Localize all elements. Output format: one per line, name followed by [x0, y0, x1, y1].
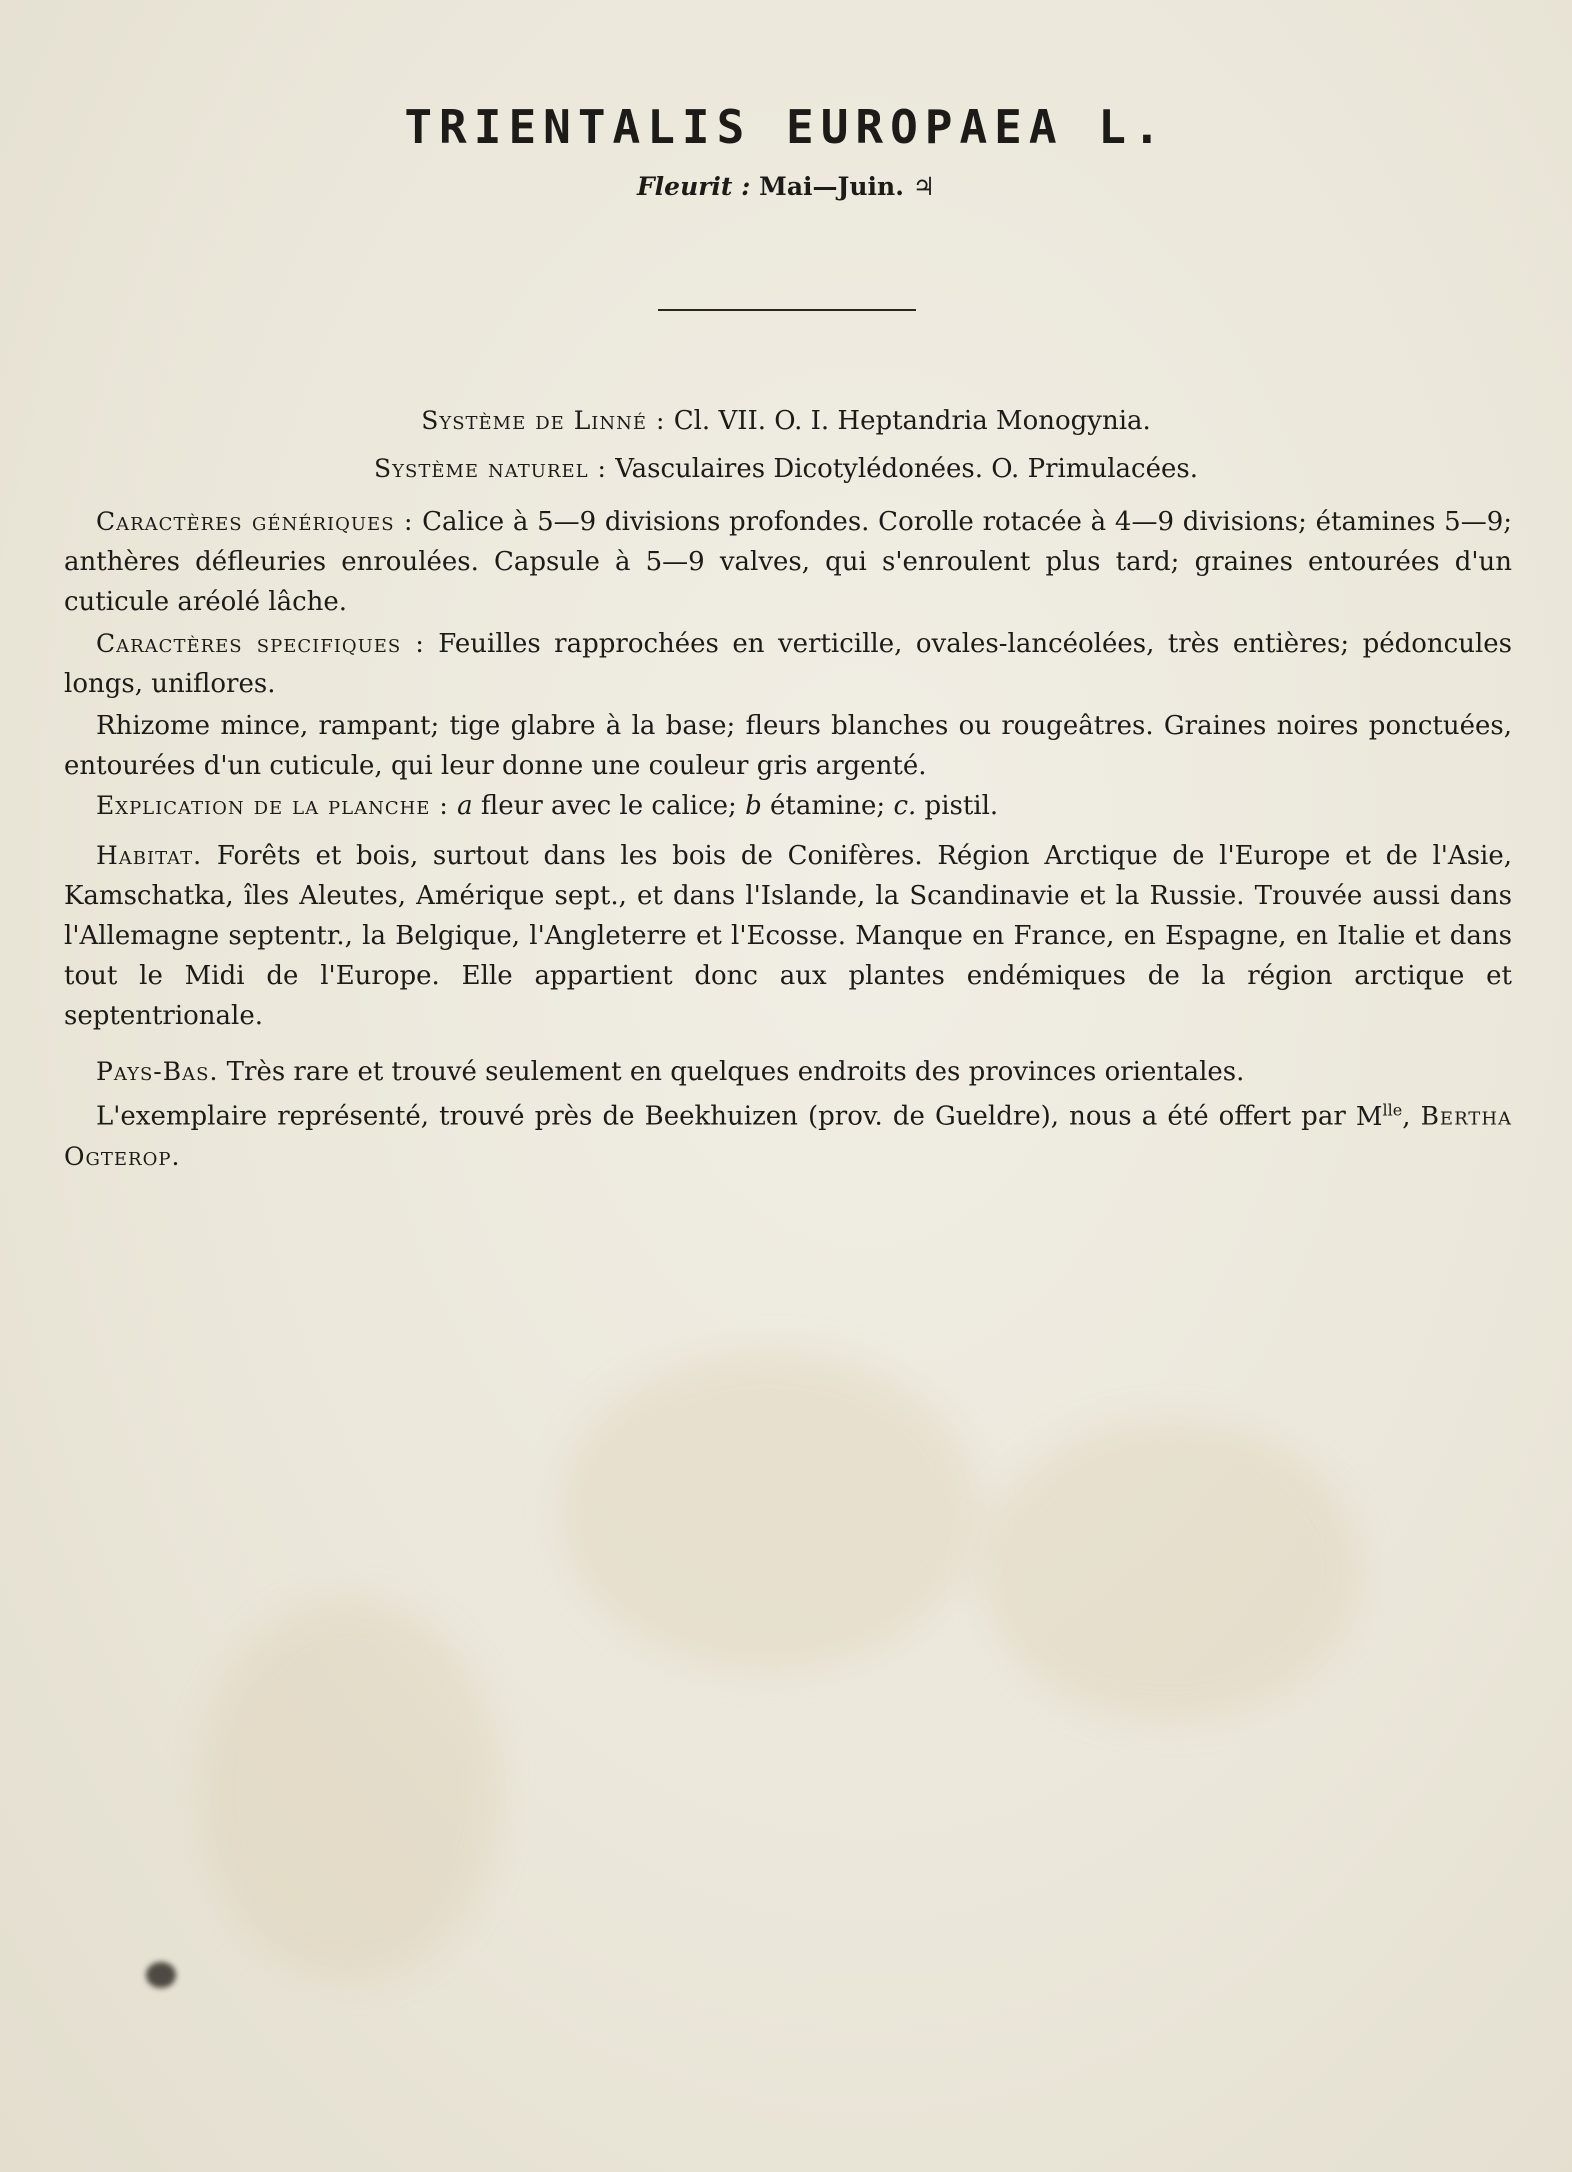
habitat-text: Forêts et bois, surtout dans les bois de Conifères. Région Arctique de l'Europe et de l'Asie, Kamschatka, îles Aleutes, Amérique sept., et dans l'Islande, la Scandinavie et la Russie. Trouvée aussi dans l'Allemagne septentr., la Belgique, l'Angleterre et l'Ecosse. Manque en France, en Espagne, en Italie et dans tout le Midi de l'Europe. Elle appartient donc aux plantes endémiques de la région arctique et septentrionale.	[64, 841, 1512, 1031]
naturel-label: Système naturel :	[374, 454, 607, 483]
flowering-line	[0, 172, 1572, 201]
page-title: TRIENTALIS EUROPAEA L.	[404, 100, 1168, 154]
paper-stain	[200, 1600, 500, 1980]
donor-title-base: M	[1355, 1101, 1383, 1132]
plate-letter-b: b	[745, 791, 762, 821]
specific-characters-label: Caractères specifiques :	[96, 629, 425, 658]
plate-letter-a: a	[457, 791, 473, 821]
donor-title-sup: lle	[1382, 1100, 1403, 1119]
generic-characters-paragraph	[64, 502, 1512, 622]
title-divider	[658, 309, 916, 311]
plate-text-b: étamine;	[769, 791, 886, 821]
rhizome-text: Rhizome mince, rampant; tige glabre à la base; fleurs blanches ou rougeâtres. Graines noires ponctuées, entourées d'un cuticule, qui leur donne une couleur gris argenté.	[64, 711, 1512, 781]
specific-characters-text: Feuilles rapprochées en verticille, ovales-lancéolées, très entières; pédoncules longs, uniflores.	[64, 629, 1513, 699]
netherlands-label: Pays-Bas.	[96, 1057, 219, 1086]
linne-text: Cl. VII. O. I. Heptandria Monogynia.	[673, 406, 1151, 436]
paper-stain	[560, 1350, 980, 1670]
plate-text-a: fleur avec le calice;	[480, 791, 737, 821]
netherlands-text: Très rare et trouvé seulement en quelques endroits des provinces orientales.	[226, 1057, 1245, 1087]
specific-characters-paragraph	[64, 624, 1512, 704]
plate-text-c: pistil.	[924, 791, 999, 821]
linne-label: Système de Linné :	[421, 406, 666, 435]
naturel-text: Vasculaires Dicotylédonées. O. Primulacées.	[615, 454, 1198, 484]
specimen-text: L'exemplaire représenté, trouvé près de Beekhuizen (prov. de Gueldre), nous a été offert par	[96, 1101, 1346, 1132]
rhizome-paragraph	[64, 706, 1512, 786]
generic-characters-text: Calice à 5—9 divisions profondes. Corolle rotacée à 4—9 divisions; étamines 5—9; anthères défleuries enroulées. Capsule à 5—9 valves, qui s'enroulent plus tard; graines entourées d'un cuticule aréolé lâche.	[64, 507, 1513, 617]
perennial-symbol: ♃	[912, 172, 936, 201]
habitat-paragraph	[64, 836, 1512, 1036]
flowering-label: Fleurit :	[636, 172, 751, 201]
donor-title: $M^{lle}$,	[1355, 1100, 1411, 1132]
naturel-line	[0, 450, 1572, 488]
plate-explanation-label: Explication de la planche :	[96, 791, 449, 820]
specimen-paragraph	[64, 1090, 1512, 1177]
plate-letter-c: c.	[893, 791, 917, 821]
generic-characters-label: Caractères génériques :	[96, 507, 414, 536]
flowering-value: Mai—Juin.	[759, 172, 904, 201]
paper-stain	[980, 1420, 1360, 1720]
netherlands-paragraph	[64, 1052, 1512, 1092]
linne-line	[0, 402, 1572, 440]
habitat-label: Habitat.	[96, 841, 203, 870]
plate-explanation-paragraph	[64, 786, 1512, 826]
ink-spot	[146, 1962, 176, 1988]
donor-name: Bertha Ogterop.	[64, 1101, 1513, 1171]
